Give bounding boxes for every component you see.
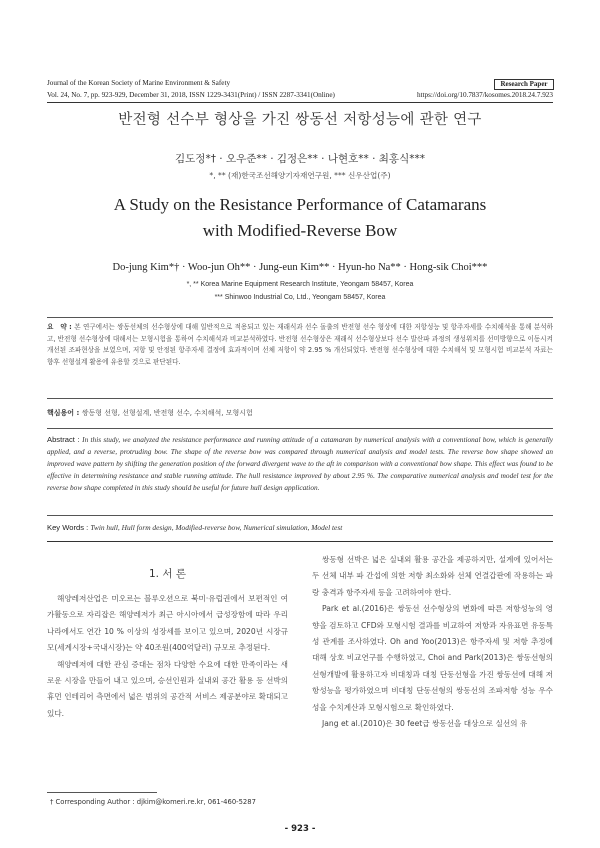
korean-affiliation: *, ** (재)한국조선해양기자재연구원, *** 신우산업(주) [209,171,391,180]
korean-keywords [47,408,253,418]
english-abstract [47,434,553,494]
english-keywords-text: Twin hull, Hull form design, Modified-reverse bow, Numerical simulation, Model test [90,523,343,532]
english-affiliation-2: *** Shinwoo Industrial Co, Ltd., Yeongam 58457, Korea [214,294,386,301]
journal-name: Journal of the Korean Society of Marine Environment & Safety [47,79,231,87]
english-abstract-label: Abstract : [47,435,83,444]
doi-link[interactable]: https://doi.org/10.7837/kosomes.2018.24.7.923 [416,91,553,99]
volume-line: Vol. 24, No. 7, pp. 923-929, December 31, 2018, ISSN 1229-3431(Print) / ISSN 2287-3341(Online) [47,91,335,99]
english-abstract-text: In this study, we analyzed the resistance performance and running attitude of a catamaran by numerical analysis with a conventional bow, which is generally applied, and a reverse, protruding bow. The shape of the reverse bow was compared through numerical analysis and model tests. The reverse bow shape showed an improved wave pattern by shifting the generation position of the forward divergent wave to the aft in comparison with a conventional bow shape. This effect was found to be effective in determining resistance and stable running attitude. The hull resistance improved by about 2.95 %. The comparative numerical analysis and model test for the reverse bow shape completed in this study should be useful for future hull design application. [47,435,553,492]
english-keywords [47,523,342,532]
left-column [47,591,288,722]
article-type-badge: Research Paper [494,79,554,90]
left-paragraph-2: 해양레저에 대한 관심 증대는 점차 다양한 수요에 대한 만족이라는 새로운 시장을 만들어 내고 있으며, 승선인원과 실내외 공간 활용 등 선박의 휴먼 인테리어 측면에서 넓은 범위의 공간적 서비스 제공분야로 확대되고 있다. [47,659,288,718]
right-paragraph-2: Park et al.(2016)은 쌍동선 선수형상의 변화에 따른 저항성능의 영향을 검토하고 CFD와 모형시험 결과를 비교하여 저항과 자유표면 유동특성 관계를 조사하였다. Oh and Yoo(2013)은 항주자세 및 저항 추정에 대해 상호 비교연구를 수행하였고, Choi and Park(2013)은 쌍동선형의 선형개발에 활용하고자 비대칭과 대칭 단동선형을 가진 쌍동선에 대해 저항성능을 평가하였으며 비대칭 단동선형의 쌍동선의 조파저항 성능 우수성을 수치계산과 모형시험으로 확인하였다. [312,604,553,712]
right-paragraph-1: 쌍동형 선박은 넓은 실내외 활용 공간을 제공하지만, 설계에 있어서는 두 선체 내부 파 간섭에 의한 저항 최소화와 선체 연결갑판에 작용하는 파랑 충격과 항주자세 등을 고려하여야 한다. [312,555,553,597]
right-column [312,552,553,732]
page-number: - 923 - [284,824,316,834]
english-authors: Do-jung Kim*† · Woo-jun Oh** · Jung-eun Kim** · Hyun-ho Na** · Hong-sik Choi*** [112,262,488,273]
korean-abstract-label: 요 약 : [47,323,75,331]
right-paragraph-3: Jang et al.(2010)은 30 feet급 쌍동선을 대상으로 실선의 유 [322,719,528,729]
header-rule [47,102,553,103]
korean-abstract [47,322,553,368]
left-paragraph-1: 해양레저산업은 미오르는 블루오션으로 북미·유럽권에서 보편적인 여가활동으로 자리잡은 해양레저가 최근 아시아에서 급성장함에 따라 우리나라에서도 연간 10 % 이상의 성장세를 보이고 있으며, 2020년 시장규모(세계시장+국내시장)는 약 40조원(400억달러) 규모로 추정된다. [47,594,288,653]
english-keywords-label: Key Words : [47,523,91,532]
section-title-introduction: 1. 서 론 [149,568,186,580]
corresponding-author-footnote: † Corresponding Author : djkim@komeri.re.kr, 061-460-5287 [50,798,256,806]
korean-keywords-text: 쌍동형 선형, 선형설계, 반전형 선수, 수치해석, 모형시험 [81,409,253,417]
english-title-line2: with Modified-Reverse Bow [202,221,398,240]
abstract-top-rule [47,317,553,318]
body-top-rule [47,541,553,542]
korean-abstract-text: 본 연구에서는 쌍동선체의 선수형상에 대해 일반적으로 적용되고 있는 재래식과 선수 돌출의 반전형 선수 형상에 대한 저항성능 및 항주자세를 수치해석을 통해 분석하고, 반전형 선수형상에 대해서는 모형시험을 통하여 수치해석과 비교분석하였다. 반전형 선수형상은 재래식 선수형상보다 선수 발산파 과정의 생성위치를 선미방향으로 이동시켜 개선된 조파현상을 보였으며, 저항 및 안정된 항주자세 결정에 효과적이며 선체 저항이 약 2.95 % 개선되었다. 반전형 선수형상에 대한 수치해석 및 모형시험 비교분석 자료는 향후 선형설계 활용에 유용할 것으로 판단된다. [47,323,554,366]
footnote-rule [47,792,157,793]
keywords-rule [47,428,553,429]
english-affiliation-1: *, ** Korea Marine Equipment Research Institute, Yeongam 58457, Korea [186,281,414,288]
korean-title: 반전형 선수부 형상을 가진 쌍동선 저항성능에 관한 연구 [118,112,482,128]
korean-keywords-label: 핵심용어 : [47,409,82,417]
english-title-line1: A Study on the Resistance Performance of Catamarans [113,195,487,214]
korean-abstract-rule [47,398,553,399]
korean-authors: 김도정*† · 오우준** · 김정은** · 나현호** · 최홍식*** [175,153,425,165]
english-abstract-rule [47,515,553,516]
